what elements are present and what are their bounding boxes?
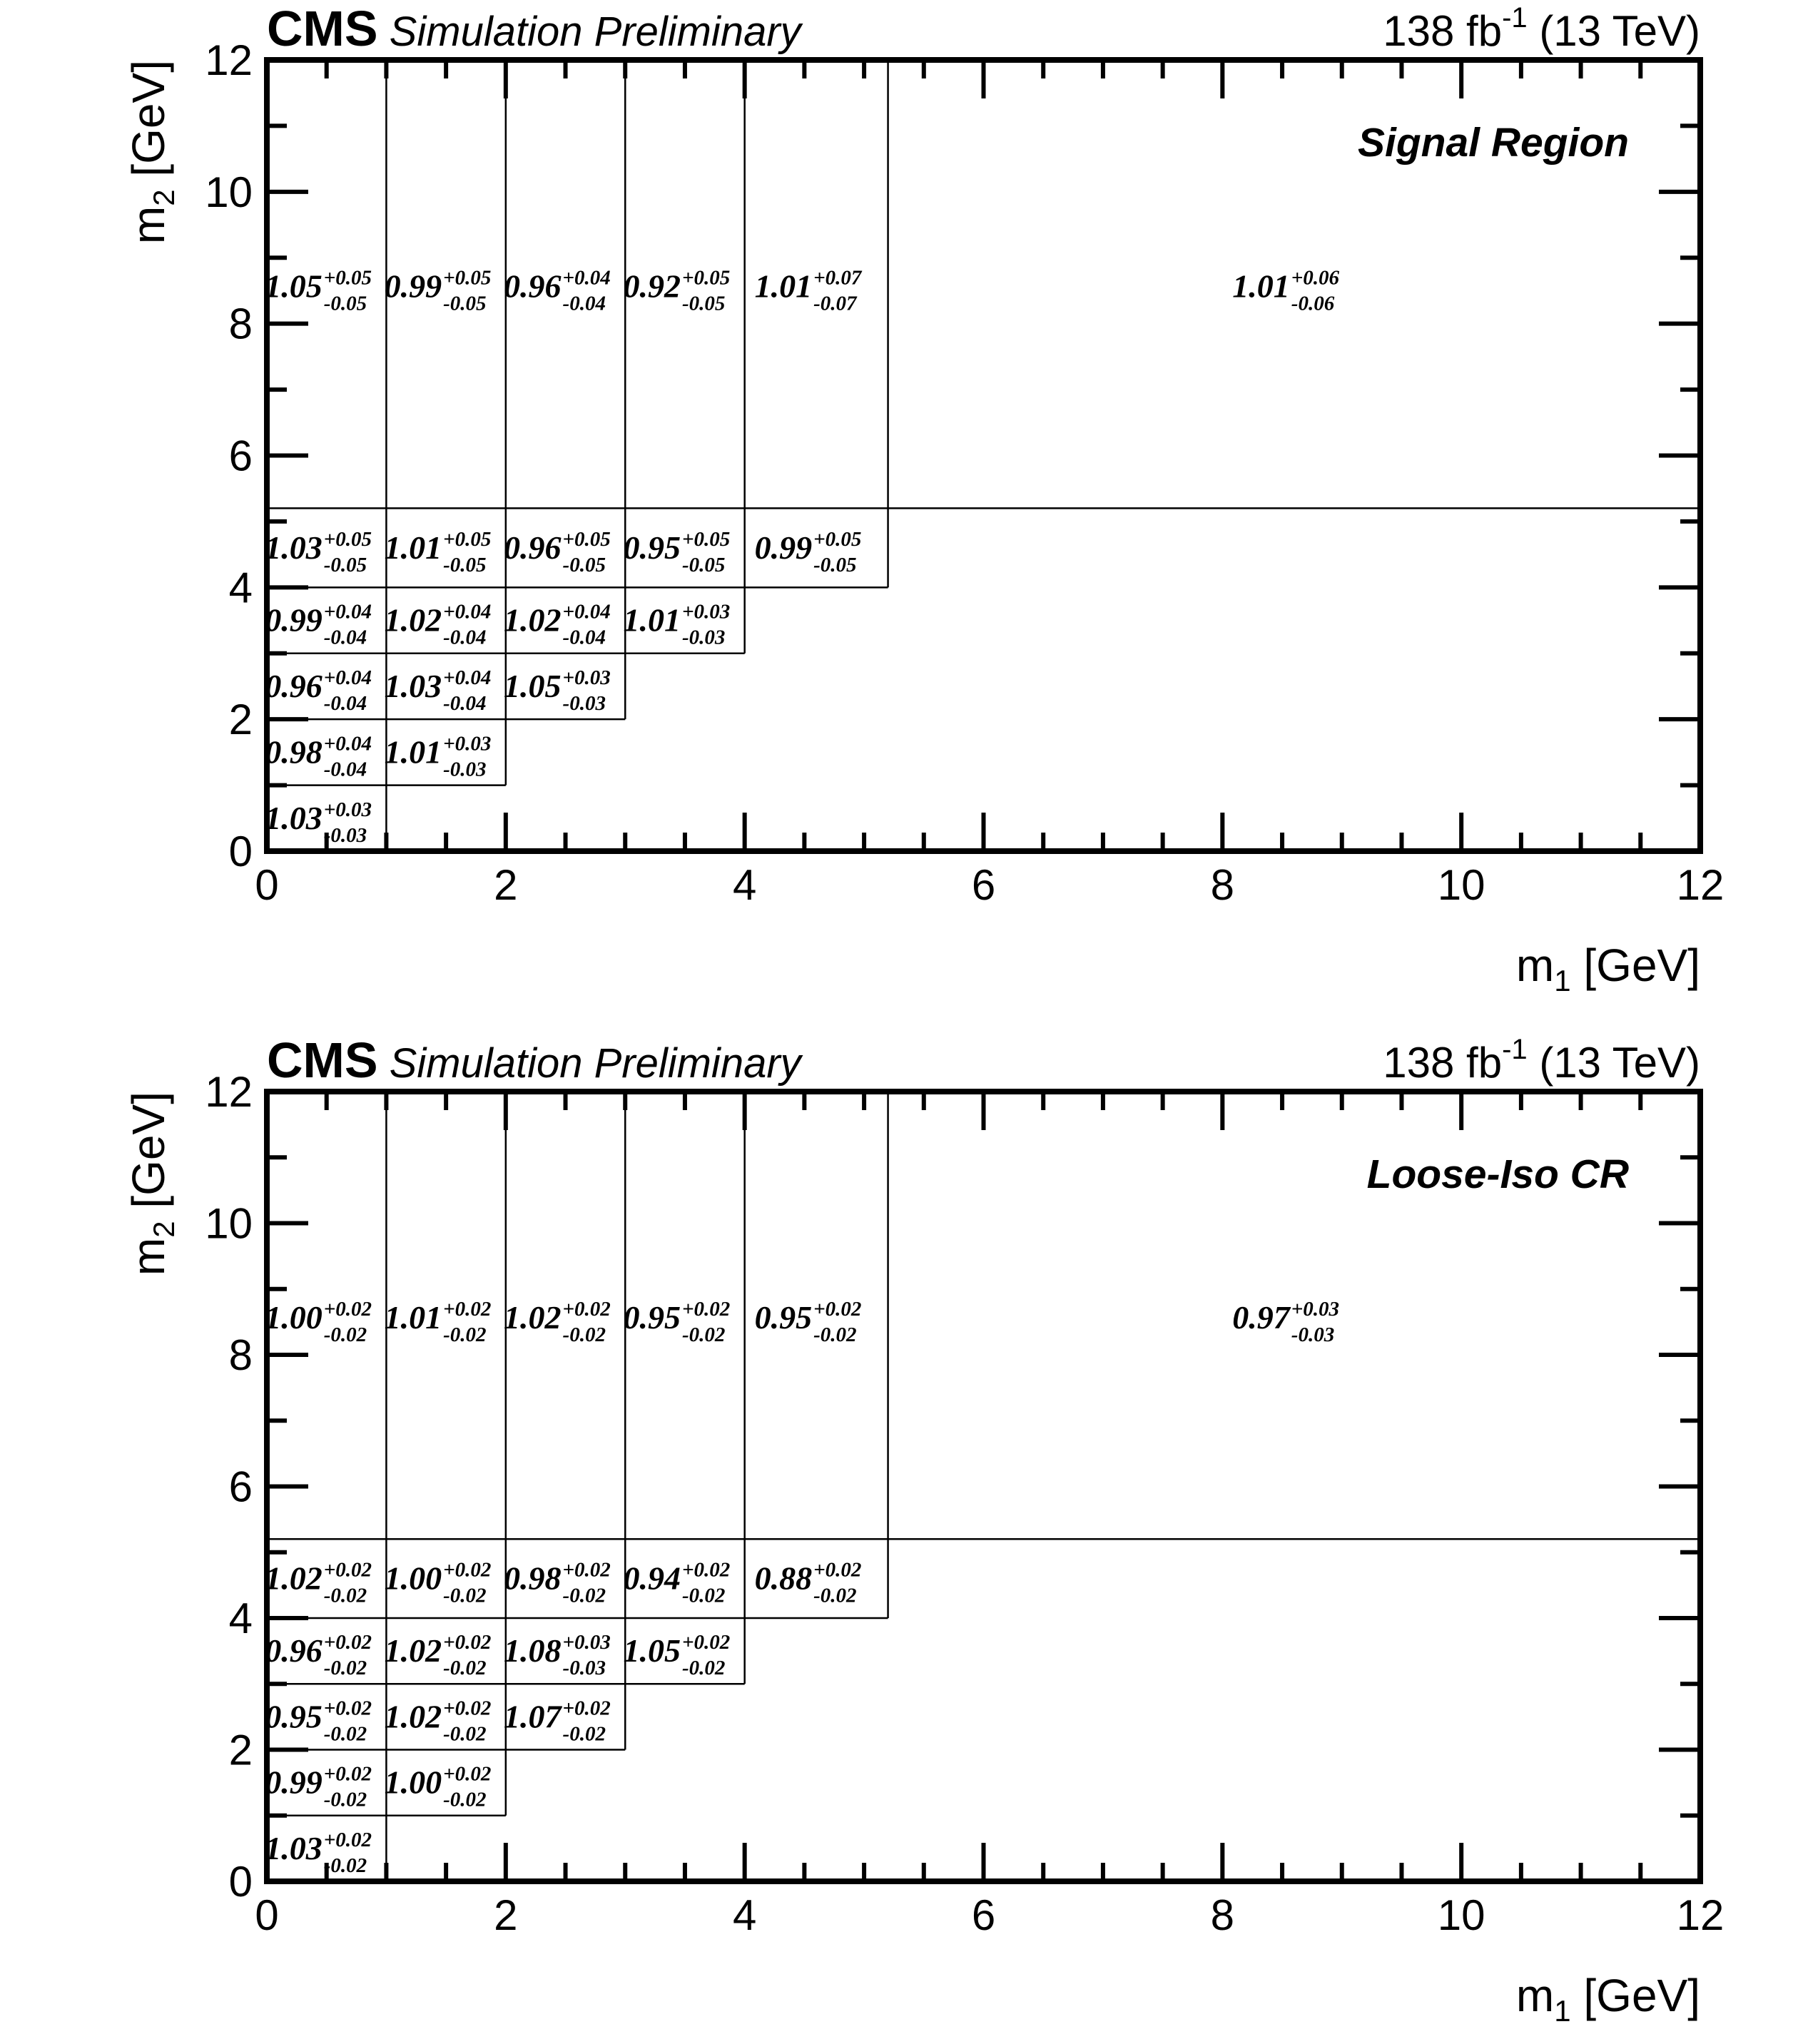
cell-value: 0.96 (504, 268, 562, 305)
energy-label: (13 TeV) (1527, 7, 1700, 55)
plot-header (267, 1032, 803, 1088)
cell-value: 0.95 (265, 1698, 322, 1735)
cell-label (265, 798, 372, 847)
x-tick-label: 4 (732, 1891, 757, 1939)
cell-uncertainty-up: +0.02 (681, 1631, 731, 1654)
cell-label (265, 1763, 372, 1811)
cell-uncertainty-up: +0.02 (443, 1697, 492, 1720)
x-tick-label: 6 (971, 861, 996, 909)
cell-value: 0.88 (754, 1560, 813, 1597)
cell-uncertainty-up: +0.05 (323, 266, 372, 290)
cell-value: 0.99 (384, 268, 442, 305)
cell-value: 0.94 (623, 1560, 681, 1597)
y-axis-title (123, 60, 181, 244)
cell-label (755, 1559, 862, 1607)
cell-uncertainty-up: +0.02 (681, 1558, 731, 1582)
cell-uncertainty-down: -0.02 (443, 1584, 487, 1607)
cell-label (385, 267, 492, 315)
y-axis-title-main: m (123, 1237, 174, 1276)
cell-uncertainty-up: +0.03 (681, 600, 731, 624)
cell-uncertainty-down: -0.07 (813, 292, 857, 315)
cell-uncertainty-down: -0.02 (323, 1584, 367, 1607)
cell-value: 1.01 (1232, 268, 1290, 305)
cell-uncertainty-down: -0.05 (323, 292, 367, 315)
cell-value: 1.01 (384, 733, 442, 771)
cell-label (385, 1559, 492, 1607)
cell-uncertainty-up: +0.02 (813, 1558, 862, 1582)
lumi-value: 138 fb (1383, 1039, 1503, 1087)
cell-label (265, 267, 372, 315)
y-tick-label: 12 (205, 1068, 253, 1116)
x-axis-title (1516, 1970, 1700, 2028)
region-label: Signal Region (1357, 120, 1629, 166)
cell-label (265, 1298, 372, 1346)
cell-label (385, 528, 492, 576)
cell-uncertainty-down: -0.05 (443, 292, 487, 315)
cell-uncertainty-down: -0.02 (813, 1323, 857, 1347)
cell-label (504, 267, 611, 315)
chart-panel-1 (123, 1, 1724, 997)
cell-value: 0.99 (265, 601, 322, 639)
cell-value: 1.01 (623, 601, 681, 639)
cell-uncertainty-up: +0.02 (562, 1697, 611, 1720)
y-tick-label: 0 (228, 828, 253, 875)
cell-value: 0.95 (754, 1299, 813, 1336)
cell-uncertainty-up: +0.02 (443, 1558, 492, 1582)
x-tick-label: 12 (1676, 861, 1725, 909)
cell-value: 1.02 (504, 601, 562, 639)
cell-value: 1.08 (504, 1632, 562, 1669)
cell-uncertainty-up: +0.04 (443, 666, 492, 689)
cell-label (504, 528, 611, 576)
cell-label (385, 666, 492, 715)
cell-value: 1.05 (623, 1632, 681, 1669)
x-tick-label: 10 (1437, 1891, 1485, 1939)
cell-uncertainty-up: +0.05 (562, 527, 611, 551)
cell-label (385, 1697, 492, 1745)
cell-uncertainty-up: +0.05 (443, 266, 492, 290)
y-axis-title-sub: 2 (147, 1221, 181, 1238)
cell-uncertainty-down: -0.05 (562, 553, 606, 576)
y-tick-label: 4 (228, 1595, 253, 1642)
cell-uncertainty-up: +0.02 (562, 1558, 611, 1582)
x-axis-title-main: m (1515, 940, 1555, 991)
x-tick-label: 2 (494, 1891, 518, 1939)
cell-label (504, 601, 611, 649)
cell-uncertainty-up: +0.02 (323, 1558, 372, 1582)
cell-label (504, 1697, 611, 1745)
cell-label (623, 528, 730, 576)
lumi-exponent: -1 (1502, 2, 1528, 34)
cell-value: 1.05 (504, 667, 562, 704)
cell-label (504, 666, 611, 715)
cell-value: 0.98 (265, 733, 322, 771)
cell-uncertainty-down: -0.02 (562, 1584, 606, 1607)
cell-uncertainty-up: +0.05 (323, 527, 372, 551)
cell-value: 1.02 (384, 1632, 442, 1669)
cell-label (755, 1298, 862, 1346)
y-tick-label: 0 (228, 1858, 253, 1906)
cell-label (623, 1631, 730, 1679)
x-tick-label: 12 (1676, 1891, 1725, 1939)
cell-value: 0.95 (623, 529, 681, 566)
cell-uncertainty-down: -0.03 (1291, 1323, 1335, 1347)
cell-label (265, 1697, 372, 1745)
cell-value: 0.99 (754, 529, 813, 566)
cell-uncertainty-up: +0.02 (443, 1298, 492, 1321)
cell-label (504, 1631, 611, 1679)
cell-label (385, 601, 492, 649)
cell-label (265, 1631, 372, 1679)
cell-label (265, 1829, 372, 1877)
cell-uncertainty-down: -0.02 (443, 1657, 487, 1680)
cell-uncertainty-up: +0.05 (681, 266, 731, 290)
cell-label (265, 528, 372, 576)
cell-uncertainty-down: -0.02 (681, 1657, 726, 1680)
cell-value: 0.95 (623, 1299, 681, 1336)
y-tick-label: 6 (228, 1463, 253, 1511)
cell-uncertainty-down: -0.03 (681, 626, 726, 649)
cell-value: 1.03 (384, 667, 442, 704)
x-tick-label: 6 (971, 1891, 996, 1939)
cell-uncertainty-up: +0.04 (323, 666, 372, 689)
x-axis-title-sub: 1 (1554, 964, 1571, 997)
cell-label (265, 732, 372, 781)
cell-label (504, 1298, 611, 1346)
experiment-label: CMS (267, 1032, 378, 1088)
status-label: Simulation Preliminary (377, 1040, 801, 1087)
x-tick-label: 8 (1210, 861, 1235, 909)
cell-uncertainty-down: -0.04 (323, 691, 367, 715)
cell-label (385, 1298, 492, 1346)
cell-uncertainty-up: +0.03 (562, 666, 611, 689)
x-axis-title-main: m (1515, 1970, 1555, 2021)
cell-uncertainty-up: +0.02 (443, 1631, 492, 1654)
cell-value: 1.02 (384, 601, 442, 639)
cell-label (385, 1631, 492, 1679)
cell-value: 0.96 (265, 667, 322, 704)
cell-uncertainty-down: -0.02 (443, 1722, 487, 1746)
cell-uncertainty-up: +0.06 (1291, 266, 1340, 290)
y-axis-title-unit: [GeV] (123, 60, 174, 190)
cell-uncertainty-down: -0.03 (443, 758, 487, 781)
lumi-exponent: -1 (1502, 1034, 1528, 1065)
cell-value: 0.92 (623, 268, 681, 305)
cell-uncertainty-down: -0.02 (323, 1657, 367, 1680)
cell-value: 0.98 (504, 1560, 562, 1597)
cell-uncertainty-up: +0.04 (562, 266, 611, 290)
y-tick-label: 10 (205, 1199, 253, 1248)
cell-label (755, 267, 863, 315)
y-axis-title (123, 1092, 181, 1276)
lumi-label (1383, 2, 1700, 55)
cell-label (265, 601, 372, 649)
y-tick-label: 2 (228, 696, 253, 744)
cell-uncertainty-down: -0.02 (323, 1788, 367, 1811)
cell-value: 1.02 (504, 1299, 562, 1336)
cell-uncertainty-up: +0.05 (681, 527, 731, 551)
chart-panel-2 (123, 1032, 1724, 2028)
y-tick-label: 8 (228, 1331, 253, 1379)
y-axis-title-main: m (123, 205, 174, 245)
cell-label (755, 528, 862, 576)
cell-value: 1.00 (384, 1764, 442, 1801)
cell-value: 1.03 (265, 799, 322, 836)
cell-uncertainty-down: -0.02 (813, 1584, 857, 1607)
x-axis-title-unit: [GeV] (1570, 940, 1700, 991)
cell-uncertainty-up: +0.02 (443, 1762, 492, 1786)
x-axis-title-sub: 1 (1554, 1994, 1571, 2028)
cell-label (1232, 1298, 1339, 1346)
cell-label (623, 1298, 730, 1346)
cell-uncertainty-up: +0.04 (323, 600, 372, 624)
x-axis-title (1516, 940, 1700, 997)
cell-uncertainty-down: -0.06 (1291, 292, 1335, 315)
cell-uncertainty-up: +0.05 (813, 527, 862, 551)
x-tick-label: 8 (1210, 1891, 1235, 1939)
cell-value: 1.05 (265, 268, 322, 305)
cell-uncertainty-up: +0.02 (681, 1298, 731, 1321)
cell-uncertainty-down: -0.03 (323, 823, 367, 847)
cell-uncertainty-down: -0.02 (681, 1323, 726, 1347)
cell-uncertainty-down: -0.04 (443, 626, 487, 649)
energy-label: (13 TeV) (1527, 1039, 1700, 1087)
cell-value: 0.99 (265, 1764, 322, 1801)
cell-value: 1.01 (384, 1299, 442, 1336)
cell-uncertainty-down: -0.02 (443, 1323, 487, 1347)
y-tick-label: 8 (228, 300, 253, 348)
cell-uncertainty-up: +0.02 (323, 1298, 372, 1321)
cell-value: 1.07 (504, 1698, 562, 1735)
experiment-label: CMS (267, 1, 378, 56)
cell-uncertainty-down: -0.03 (562, 1657, 606, 1680)
cell-label (1232, 267, 1339, 315)
cell-uncertainty-down: -0.04 (443, 691, 487, 715)
cell-label (623, 267, 730, 315)
cell-label (265, 666, 372, 715)
cell-uncertainty-down: -0.04 (323, 758, 367, 781)
cell-label (504, 1559, 611, 1607)
cell-uncertainty-down: -0.03 (562, 691, 606, 715)
cell-uncertainty-down: -0.05 (323, 553, 367, 576)
x-tick-label: 4 (732, 861, 757, 909)
x-tick-label: 2 (494, 861, 518, 909)
y-tick-label: 4 (228, 564, 253, 612)
cell-value: 1.01 (754, 268, 813, 305)
y-axis-title-sub: 2 (147, 189, 181, 206)
cell-uncertainty-down: -0.02 (562, 1323, 606, 1347)
cell-value: 1.03 (265, 529, 322, 566)
x-tick-label: 10 (1437, 861, 1485, 909)
y-tick-label: 10 (205, 168, 253, 216)
plot-header (267, 1, 803, 56)
cell-uncertainty-down: -0.05 (681, 553, 726, 576)
cell-uncertainty-down: -0.05 (681, 292, 726, 315)
cell-label (623, 601, 730, 649)
cell-value: 1.02 (265, 1560, 322, 1597)
cell-uncertainty-up: +0.02 (323, 1828, 372, 1851)
lumi-value: 138 fb (1383, 7, 1503, 55)
cell-uncertainty-up: +0.07 (813, 266, 862, 290)
cell-value: 0.97 (1232, 1299, 1290, 1336)
cell-uncertainty-up: +0.03 (323, 798, 372, 821)
cell-value: 1.00 (384, 1560, 442, 1597)
cell-uncertainty-down: -0.02 (323, 1323, 367, 1347)
cell-uncertainty-down: -0.04 (323, 626, 367, 649)
y-tick-label: 6 (228, 432, 253, 480)
x-tick-label: 0 (255, 1891, 279, 1939)
status-label: Simulation Preliminary (377, 9, 801, 55)
cell-label (265, 1559, 372, 1607)
cell-uncertainty-down: -0.04 (562, 292, 606, 315)
x-tick-label: 0 (255, 861, 279, 909)
cell-uncertainty-down: -0.02 (323, 1854, 367, 1877)
cell-uncertainty-up: +0.02 (323, 1697, 372, 1720)
cell-uncertainty-up: +0.05 (443, 527, 492, 551)
cell-uncertainty-down: -0.02 (443, 1788, 487, 1811)
cell-uncertainty-down: -0.02 (681, 1584, 726, 1607)
cell-label (385, 732, 492, 781)
lumi-label (1383, 1034, 1700, 1087)
cell-value: 1.00 (265, 1299, 322, 1336)
cell-uncertainty-up: +0.03 (443, 732, 492, 756)
cell-value: 1.01 (384, 529, 442, 566)
cell-uncertainty-down: -0.05 (813, 553, 857, 576)
cell-uncertainty-up: +0.03 (562, 1631, 611, 1654)
cell-value: 0.96 (265, 1632, 322, 1669)
cell-value: 0.96 (504, 529, 562, 566)
cell-uncertainty-up: +0.03 (1291, 1298, 1340, 1321)
cell-uncertainty-up: +0.02 (813, 1298, 862, 1321)
cell-uncertainty-up: +0.04 (323, 732, 372, 756)
cell-uncertainty-up: +0.02 (323, 1631, 372, 1654)
cell-value: 1.02 (384, 1698, 442, 1735)
cell-uncertainty-down: -0.05 (443, 553, 487, 576)
cell-value: 1.03 (265, 1829, 322, 1866)
x-axis-title-unit: [GeV] (1570, 1970, 1700, 2021)
y-axis-title-unit: [GeV] (123, 1092, 174, 1221)
y-tick-label: 12 (205, 36, 253, 84)
cell-label (385, 1763, 492, 1811)
cell-uncertainty-up: +0.04 (443, 600, 492, 624)
y-tick-label: 2 (228, 1726, 253, 1774)
region-label: Loose-Iso CR (1366, 1151, 1629, 1197)
cell-uncertainty-up: +0.02 (562, 1298, 611, 1321)
cell-uncertainty-down: -0.02 (323, 1722, 367, 1746)
cell-uncertainty-down: -0.02 (562, 1722, 606, 1746)
cell-uncertainty-up: +0.02 (323, 1762, 372, 1786)
cell-uncertainty-down: -0.04 (562, 626, 606, 649)
cell-label (623, 1559, 730, 1607)
cell-uncertainty-up: +0.04 (562, 600, 611, 624)
